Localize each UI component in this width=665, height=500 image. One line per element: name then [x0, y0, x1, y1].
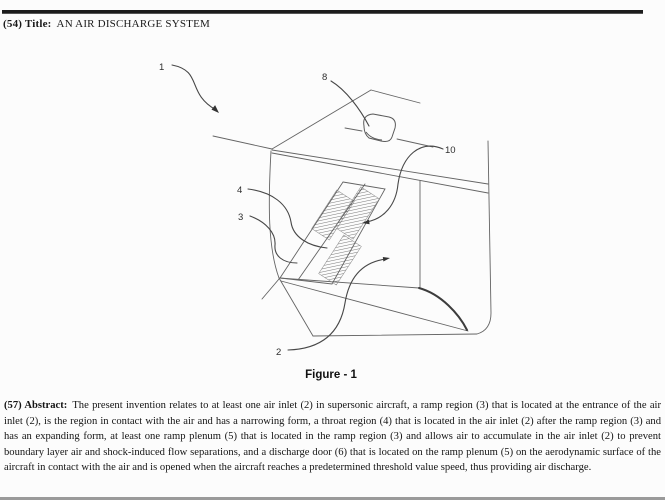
ref-numeral-8: 8 [322, 72, 328, 83]
ref-numeral-3: 3 [238, 212, 244, 223]
roof-right-line [371, 90, 420, 103]
ref-numeral-1: 1 [159, 62, 165, 73]
title-code-label: (54) Title: [3, 18, 52, 30]
leader-lines [172, 65, 443, 350]
leader-line-4 [248, 189, 327, 248]
abstract-section [4, 398, 661, 476]
figure-caption: Figure - 1 [305, 369, 357, 381]
title-text: AN AIR DISCHARGE SYSTEM [56, 18, 210, 30]
hatched-patch [319, 235, 362, 285]
crease-upper-line [272, 150, 488, 184]
hatched-ramp-plenums [312, 187, 380, 285]
lower-left-edge-line [279, 278, 313, 336]
floor-diagonal-line [281, 281, 468, 331]
leader-line-1 [172, 65, 216, 110]
roof-left-line [272, 90, 371, 149]
ref-numeral-4: 4 [237, 185, 243, 196]
nose-stub-line [262, 279, 279, 299]
leader-line-8 [331, 81, 369, 126]
arrowhead-2 [383, 257, 390, 262]
discharge-door-outline [364, 114, 396, 142]
ref-numeral-10: 10 [445, 145, 456, 156]
door-baseline-left [345, 128, 362, 131]
inlet-lip-curve [419, 288, 467, 330]
ref-numeral-2: 2 [276, 347, 282, 358]
arrowhead-1 [212, 105, 220, 113]
leader-line-10 [366, 146, 443, 222]
discharge-door [364, 114, 396, 142]
abstract-code-label: (57) Abstract: [4, 400, 68, 411]
bottom-divider-rule [0, 497, 665, 500]
ridge-left-line [213, 136, 272, 149]
reference-numerals [159, 62, 456, 358]
abstract-text: The present invention relates to at least one air inlet (2) in supersonic aircraft, a ramp region (3) that is located at the entrance of the air inlet (2), is the region in contact with the air and has a narrowing form, a throat region (4) that is located in the air inlet (2) after the ramp region (3) and has an expanding form, at least one ramp plenum (5) that is located in the ramp region (3) and allows air to accumulate in the air inlet (2) to prevent boundary layer air and shock-induced flow separations, and a discharge door (6) that is located on the ramp plenum (5) on the aerodynamic surface of the aircraft in contact with the air and is opened when the aircraft reaches a predetermined threshold value speed, thus providing air discharge. [4, 400, 662, 474]
crease-lower-line [272, 153, 488, 193]
left-edge-line [269, 151, 279, 278]
